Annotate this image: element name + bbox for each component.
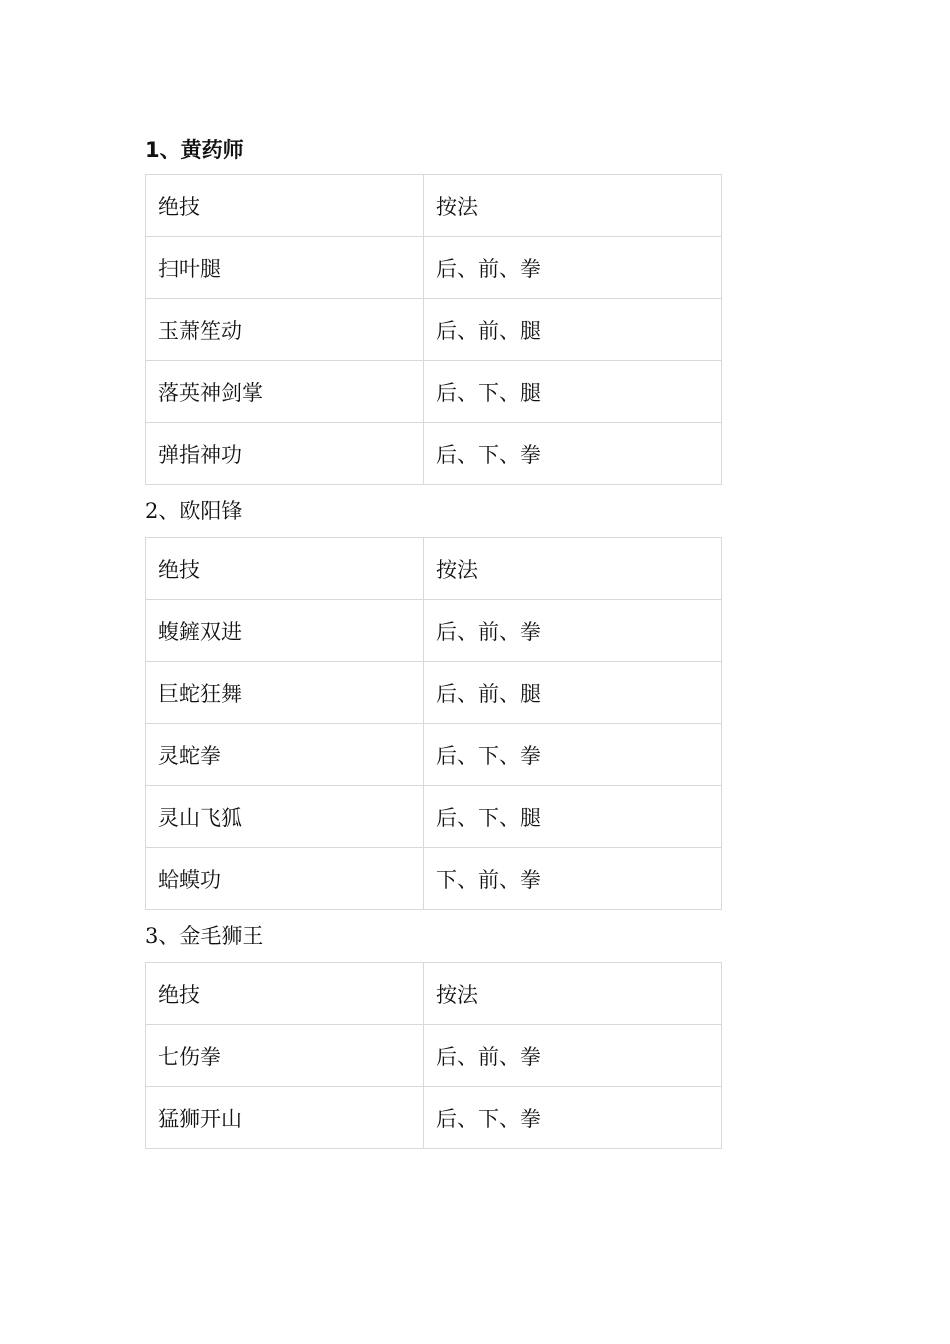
input-sequence-cell: 后、前、拳 — [424, 1025, 722, 1087]
section-title-ouyang-feng: 2、欧阳锋 — [145, 499, 243, 523]
input-sequence-cell: 后、下、拳 — [424, 423, 722, 485]
table-row — [146, 600, 722, 662]
input-sequence-cell: 后、前、腿 — [424, 299, 722, 361]
input-sequence-cell: 后、前、腿 — [424, 662, 722, 724]
input-sequence-cell: 后、前、拳 — [424, 600, 722, 662]
skill-name-cell: 猛狮开山 — [146, 1087, 424, 1149]
skill-name-cell: 蛤蟆功 — [146, 848, 424, 910]
header-cell-skill: 绝技 — [146, 963, 424, 1025]
skills-table-huang-yaoshi — [145, 174, 722, 485]
header-cell-input: 按法 — [424, 175, 722, 237]
table-row — [146, 724, 722, 786]
skill-name-cell: 灵山飞狐 — [146, 786, 424, 848]
table-row — [146, 423, 722, 485]
table-row — [146, 662, 722, 724]
table-header-row — [146, 963, 722, 1025]
table-row — [146, 848, 722, 910]
section-title-golden-lion-king: 3、金毛狮王 — [145, 924, 264, 948]
table-row — [146, 1087, 722, 1149]
skill-name-cell: 扫叶腿 — [146, 237, 424, 299]
table-header-row — [146, 175, 722, 237]
input-sequence-cell: 后、下、拳 — [424, 1087, 722, 1149]
input-sequence-cell: 后、下、腿 — [424, 361, 722, 423]
skill-name-cell: 蝮鏟双进 — [146, 600, 424, 662]
table-row — [146, 237, 722, 299]
table-row — [146, 361, 722, 423]
skills-table-golden-lion-king — [145, 962, 722, 1149]
table-row — [146, 1025, 722, 1087]
skills-table-ouyang-feng — [145, 537, 722, 910]
skill-name-cell: 七伤拳 — [146, 1025, 424, 1087]
table-row — [146, 786, 722, 848]
document-page — [145, 132, 721, 1149]
table-header-row — [146, 538, 722, 600]
header-cell-skill: 绝技 — [146, 538, 424, 600]
skill-name-cell: 落英神剑掌 — [146, 361, 424, 423]
table-row — [146, 299, 722, 361]
header-cell-input: 按法 — [424, 963, 722, 1025]
skill-name-cell: 灵蛇拳 — [146, 724, 424, 786]
input-sequence-cell: 后、下、腿 — [424, 786, 722, 848]
skill-name-cell: 玉萧笙动 — [146, 299, 424, 361]
skill-name-cell: 巨蛇狂舞 — [146, 662, 424, 724]
header-cell-skill: 绝技 — [146, 175, 424, 237]
header-cell-input: 按法 — [424, 538, 722, 600]
input-sequence-cell: 下、前、拳 — [424, 848, 722, 910]
input-sequence-cell: 后、下、拳 — [424, 724, 722, 786]
skill-name-cell: 弹指神功 — [146, 423, 424, 485]
section-title-huang-yaoshi: 1、黄药师 — [145, 138, 244, 162]
input-sequence-cell: 后、前、拳 — [424, 237, 722, 299]
